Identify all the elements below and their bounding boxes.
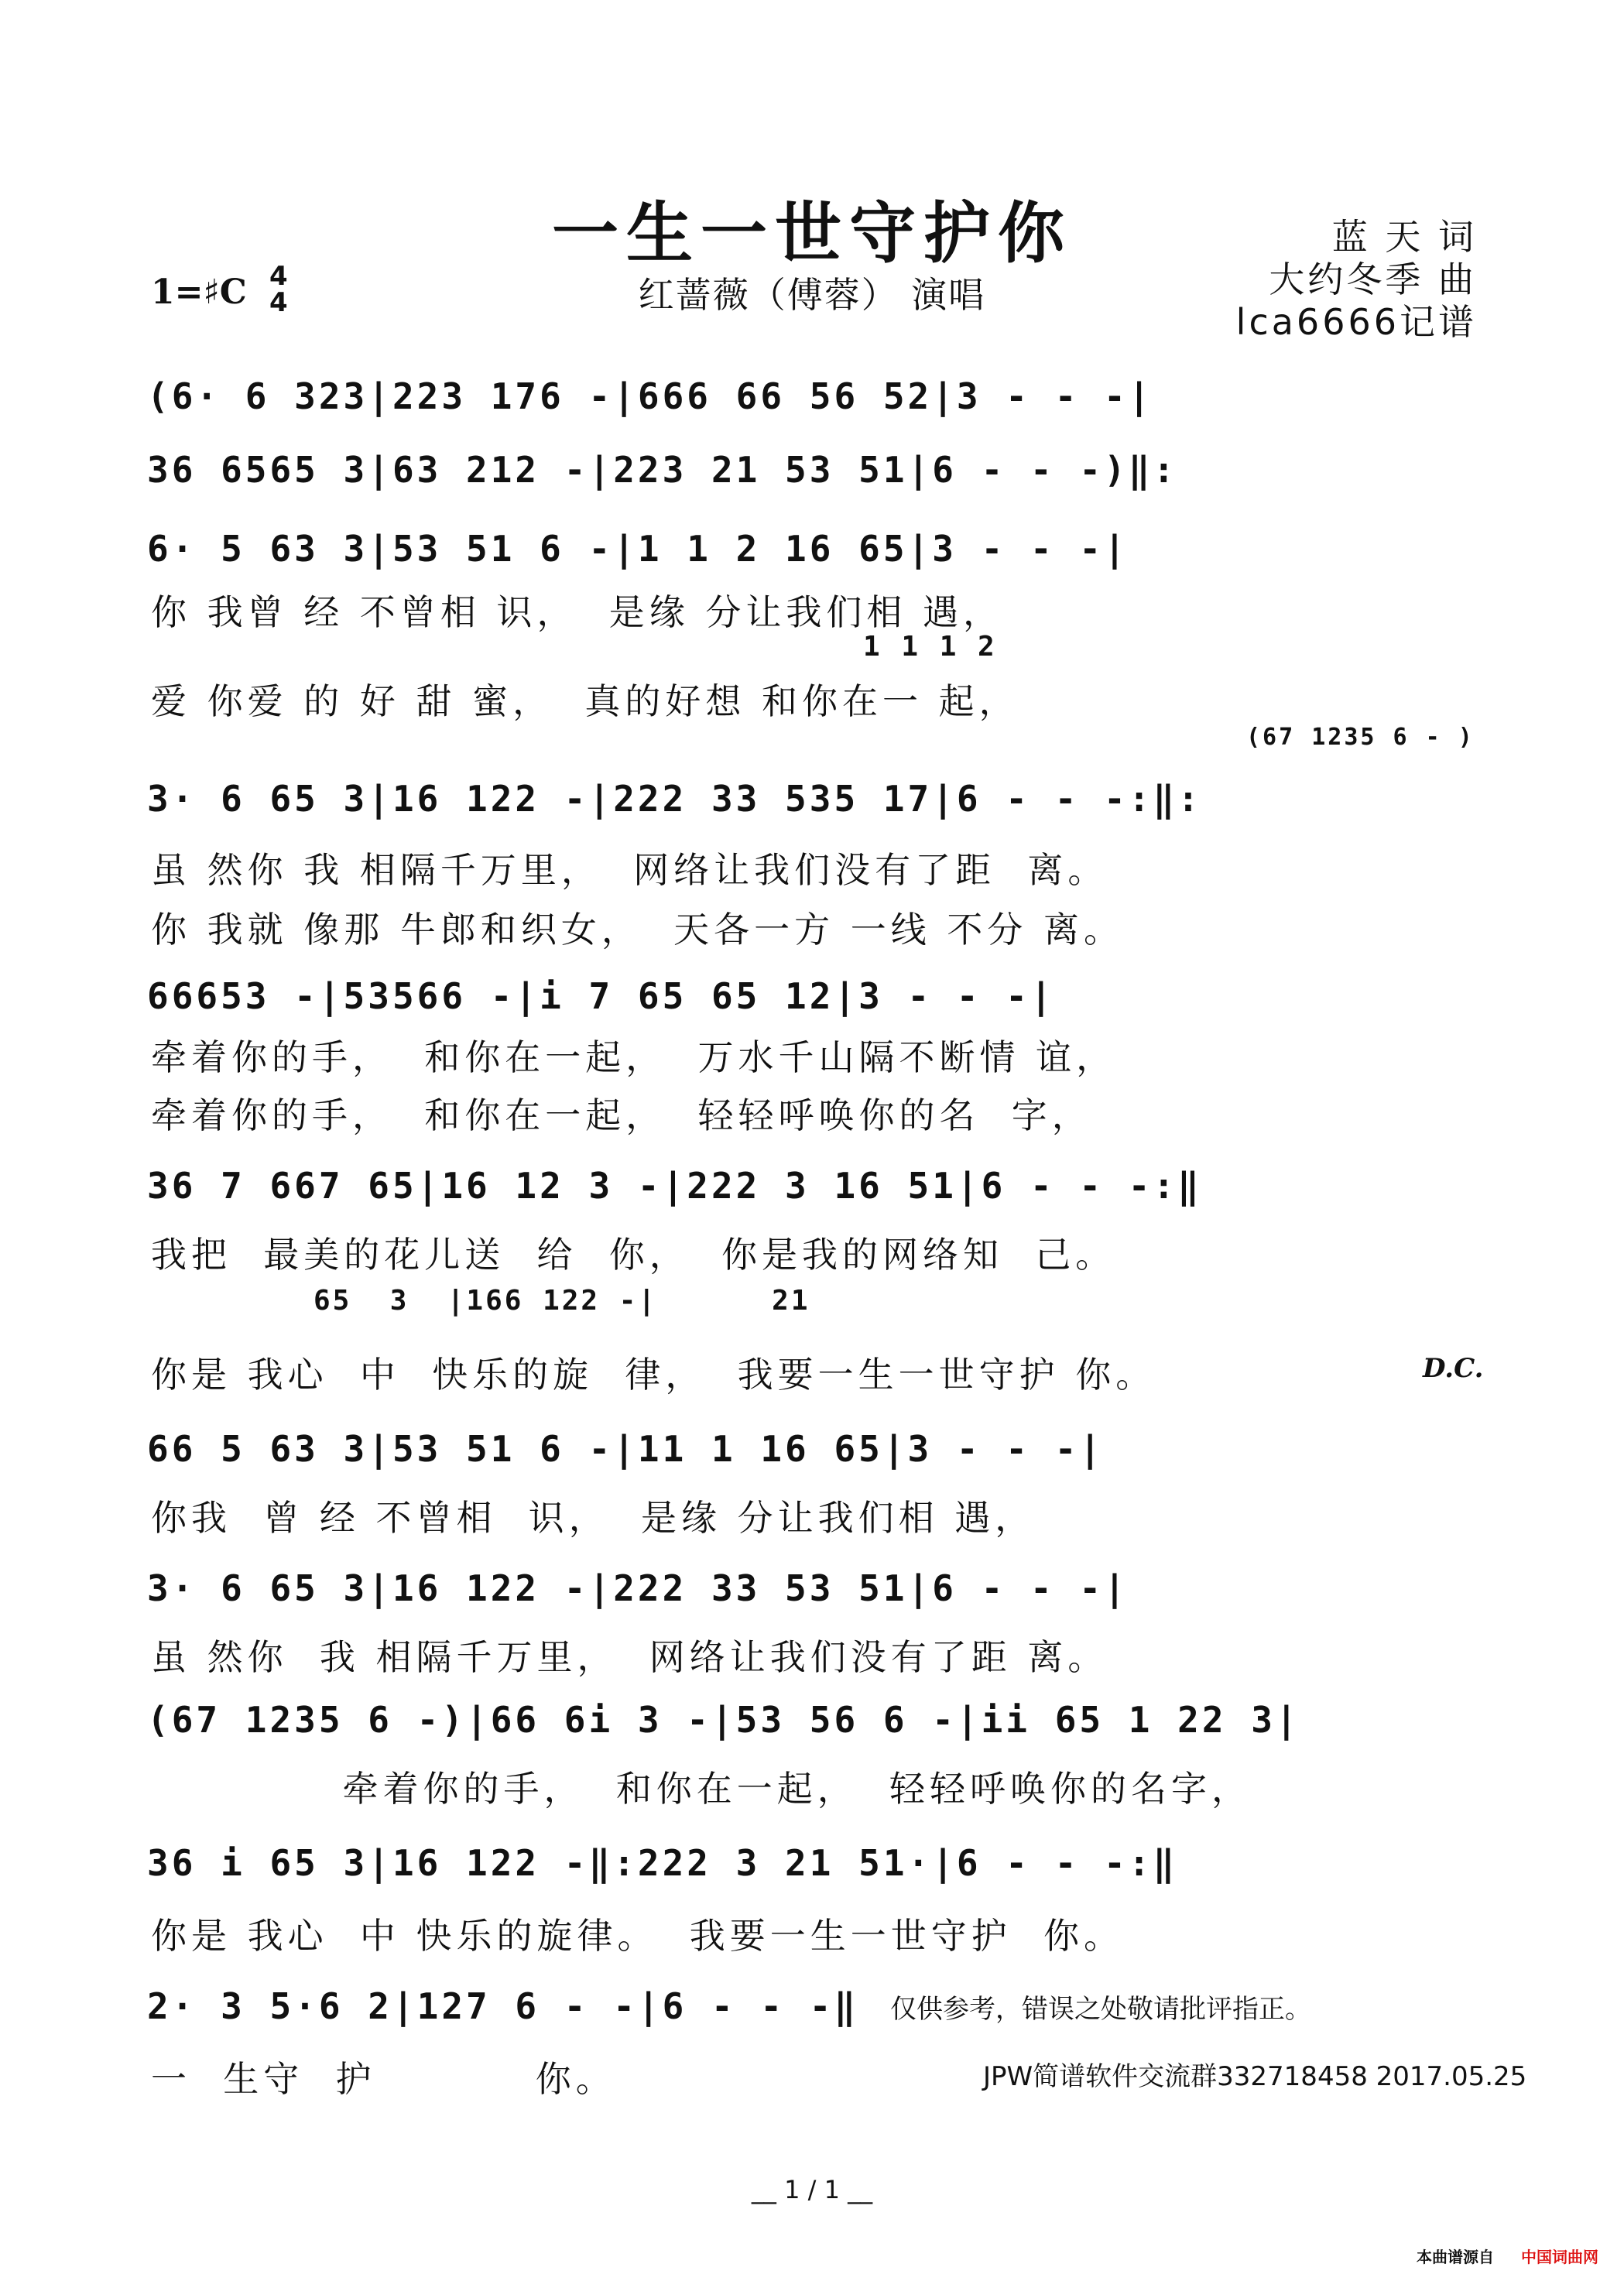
alt-notes-row-7: 65 3 |166 122 -| 21 — [313, 1285, 810, 1317]
transcriber-credit: lca6666记谱 — [1235, 301, 1477, 343]
lyric-row-9: 虽 然你 我 相隔千万里， 网络让我们没有了距 离。 — [151, 1636, 1108, 1678]
alt-notes-row-3: 1 1 1 2 — [863, 631, 997, 663]
notation-row-6: 36 7 667 65|16 12 3 -|222 3 16 51|6 - - -:‖ — [147, 1165, 1202, 1207]
performer-line: 红蔷薇（傅蓉） 演唱 — [638, 274, 986, 316]
lyric-row-4a: 虽 然你 我 相隔千万里， 网络让我们没有了距 离。 — [151, 849, 1108, 891]
lyric-row-3b: 爱 你爱 的 好 甜 蜜， 真的好想 和你在一 起， — [151, 680, 1019, 722]
disclaimer-note: 仅供参考，错误之处敬请批评指正。 — [890, 1994, 1311, 2025]
notation-row-9: 3· 6 65 3|16 122 -|222 33 53 51|6 - - -| — [147, 1567, 1129, 1609]
time-top: 4 — [269, 261, 288, 292]
time-signature — [269, 263, 288, 316]
group-info: JPW简谱软件交流群332718458 2017.05.25 — [983, 2061, 1527, 2092]
composer-credit: 大约冬季 曲 — [1269, 259, 1477, 300]
site-label: 中国词曲网 — [1521, 2248, 1598, 2266]
notation-row-11: 36 i 65 3|16 122 -‖:222 3 21 51·|6 - - -:‖ — [147, 1842, 1178, 1884]
key-signature: 1=♯C — [151, 272, 247, 312]
lyric-row-4b: 你 我就 像那 牛郎和织女， 天各一方 一线 不分 离。 — [151, 909, 1124, 950]
notation-row-8: 66 5 63 3|53 51 6 -|11 1 16 65|3 - - -| — [147, 1428, 1105, 1470]
lyric-row-5b: 牵着你的手， 和你在一起， 轻轻呼唤你的名 字， — [151, 1094, 1092, 1136]
notation-row-3: 6· 5 63 3|53 51 6 -|1 1 2 16 65|3 - - -| — [147, 528, 1129, 570]
song-title: 一生一世守护你 — [552, 194, 1072, 272]
lyric-row-11: 你是 我心 中 快乐的旋律。 我要一生一世守护 你。 — [151, 1915, 1124, 1957]
lyric-row-12: 一 生守 护 你。 — [151, 2058, 616, 2100]
lyric-row-8: 你我 曾 经 不曾相 识， 是缘 分让我们相 遇， — [151, 1497, 1036, 1539]
lyric-row-10: 牵着你的手， 和你在一起， 轻轻呼唤你的名字， — [151, 1768, 1252, 1810]
notation-row-1: (6· 6 323|223 176 -|666 66 56 52|3 - - -| — [147, 375, 1153, 417]
lyric-row-5a: 牵着你的手， 和你在一起， 万水千山隔不断情 谊， — [151, 1036, 1117, 1078]
page-number: __ 1 / 1 __ — [751, 2175, 873, 2204]
notation-row-4: 3· 6 65 3|16 122 -|222 33 535 17|6 - - -:‖: — [147, 778, 1202, 820]
alt-notes-row-4: (67 1235 6 - ) — [1246, 724, 1475, 751]
notation-row-10: (67 1235 6 -)|66 6i 3 -|53 56 6 -|ii 65 1 22 3| — [147, 1699, 1300, 1741]
notation-row-12: 2· 3 5·6 2|127 6 - -|6 - - -‖ — [147, 1985, 859, 2027]
notation-row-2: 36 6565 3|63 212 -|223 21 53 51|6 - - -)‖: — [147, 449, 1178, 491]
notation-row-5: 66653 -|53566 -|i 7 65 65 12|3 - - -| — [147, 975, 1055, 1017]
time-bottom: 4 — [269, 287, 288, 318]
lyric-row-3a: 你 我曾 经 不曾相 识， 是缘 分让我们相 遇， — [151, 591, 1003, 633]
lyric-row-7: 你是 我心 中 快乐的旋 律， 我要一生一世守护 你。 — [151, 1354, 1156, 1396]
source-label: 本曲谱源自 — [1417, 2248, 1494, 2266]
lyric-row-6: 我把 最美的花儿送 给 你， 你是我的网络知 己。 — [151, 1234, 1116, 1276]
page-edge-strip — [0, 0, 54, 2281]
lyricist-credit: 蓝 天 词 — [1331, 216, 1477, 258]
da-capo-mark: D.C. — [1423, 1353, 1484, 1384]
